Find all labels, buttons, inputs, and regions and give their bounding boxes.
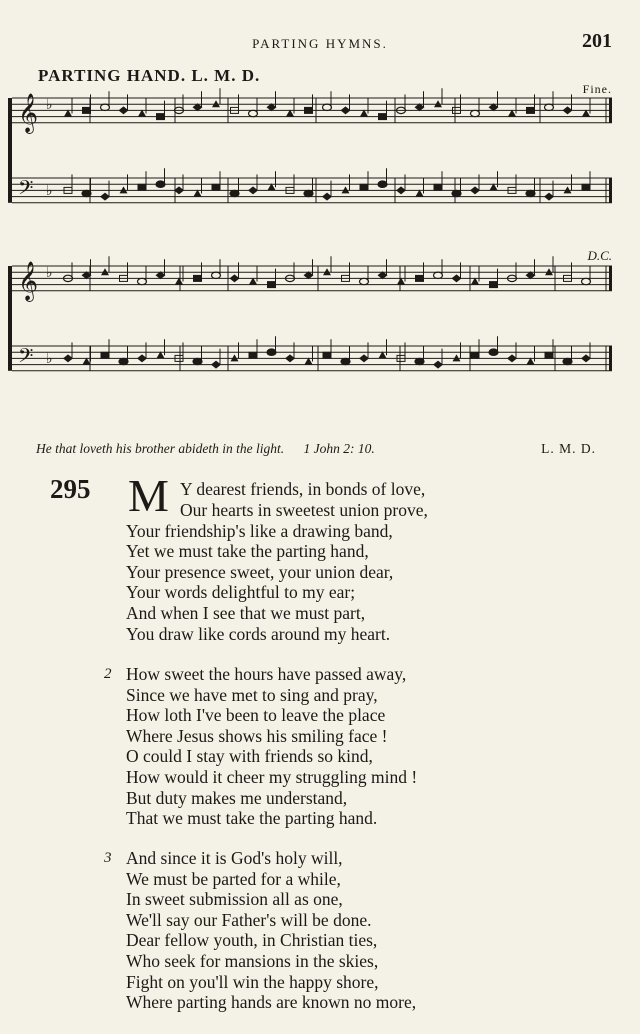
scripture-text: He that loveth his brother abideth in the light. xyxy=(36,441,285,456)
shape-note-sol xyxy=(119,358,128,364)
treble-clef-icon: 𝄞 xyxy=(18,261,39,301)
shape-note-la xyxy=(194,275,202,281)
shape-note-la xyxy=(545,352,553,358)
hymn-number: 295 xyxy=(50,474,91,504)
shape-note-la xyxy=(582,184,590,190)
verse-line: Your presence sweet, your union dear, xyxy=(126,561,394,582)
shape-note-la xyxy=(212,184,220,190)
shape-note-sol xyxy=(434,272,443,278)
scripture-reference: 1 John 2: 10. xyxy=(303,441,375,456)
verse-line: Where Jesus shows his smiling face ! xyxy=(126,725,388,746)
shape-note-la xyxy=(490,282,498,288)
shape-note-la xyxy=(268,282,276,288)
shape-note-sol xyxy=(415,358,424,364)
shape-note-la xyxy=(360,184,368,190)
page-number: 201 xyxy=(582,30,612,52)
shape-note-sol xyxy=(378,181,387,187)
shape-note-sol xyxy=(156,181,165,187)
shape-note-la xyxy=(323,352,331,358)
verse-line: Your friendship's like a drawing band, xyxy=(126,520,393,541)
verse-line: Your words delightful to my ear; xyxy=(126,582,356,603)
shape-note-sol xyxy=(582,278,591,284)
bass-clef-icon: 𝄢 xyxy=(18,344,34,372)
shape-note-sol xyxy=(323,104,332,110)
shape-note-sol xyxy=(471,110,480,116)
flat-icon: ♭ xyxy=(46,265,53,281)
flat-icon: ♭ xyxy=(46,351,53,367)
verse-line: Since we have met to sing and pray, xyxy=(126,684,378,705)
verse-line: Who seek for mansions in the skies, xyxy=(126,951,379,971)
verse-line: How loth I've been to leave the place xyxy=(126,705,386,726)
shape-note-sol xyxy=(545,104,554,110)
shape-note-sol xyxy=(193,358,202,364)
shape-note-sol xyxy=(304,190,313,196)
shape-note-la xyxy=(471,352,479,358)
tune-title: PARTING HAND. L. M. D. xyxy=(38,66,261,85)
fine-marking: Fine. xyxy=(582,82,612,96)
shape-note-la xyxy=(379,114,387,120)
dc-marking: D.C. xyxy=(587,248,612,263)
meter-label: L. M. D. xyxy=(541,441,596,456)
system-bracket xyxy=(8,266,12,371)
final-barline xyxy=(609,346,612,371)
verse-line: That we must take the parting hand. xyxy=(126,808,378,829)
music-score xyxy=(0,0,640,430)
shape-note-sol xyxy=(341,358,350,364)
shape-note-la xyxy=(305,107,313,113)
verse-line: And since it is God's holy will, xyxy=(126,848,343,868)
scripture-line xyxy=(36,441,596,457)
verse-line: In sweet submission all as one, xyxy=(126,889,343,910)
shape-note-sol xyxy=(212,272,221,278)
shape-note-sol xyxy=(230,190,239,196)
stanza-number: 2 xyxy=(104,666,112,682)
first-line: Y dearest friends, in bonds of love, xyxy=(180,479,426,499)
shape-note-la xyxy=(101,352,109,358)
shape-note-sol xyxy=(138,278,147,284)
shape-note-sol xyxy=(489,349,498,355)
shape-note-la xyxy=(416,275,424,281)
shape-note-sol xyxy=(526,190,535,196)
shape-note-sol xyxy=(452,190,461,196)
flat-icon: ♭ xyxy=(46,183,53,199)
final-barline xyxy=(609,178,612,203)
drop-cap: M xyxy=(128,470,169,521)
verse-line: You draw like cords around my heart. xyxy=(126,623,391,644)
shape-note-la xyxy=(157,114,165,120)
shape-note-la xyxy=(434,184,442,190)
verse-line: Dear fellow youth, in Christian ties, xyxy=(126,930,378,951)
shape-note-sol xyxy=(360,278,369,284)
shape-note-la xyxy=(527,107,535,113)
shape-note-la xyxy=(138,184,146,190)
verse-line: We'll say our Father's will be done. xyxy=(126,909,372,930)
verse-line: Where parting hands are known no more, xyxy=(126,992,417,1013)
verse-line: And when I see that we must part, xyxy=(126,603,366,623)
shape-note-sol xyxy=(249,110,258,116)
running-head: PARTING HYMNS. xyxy=(252,36,388,51)
shape-note-la xyxy=(83,107,91,113)
verse-line: We must be parted for a while, xyxy=(126,868,341,889)
verse-line: How would it cheer my struggling mind ! xyxy=(126,767,418,787)
flat-icon: ♭ xyxy=(46,97,53,113)
shape-note-sol xyxy=(563,358,572,364)
shape-note-la xyxy=(249,352,257,358)
treble-clef-icon: 𝄞 xyxy=(18,93,39,133)
system-bracket xyxy=(8,98,12,203)
shape-note-sol xyxy=(82,190,91,196)
stanza-number: 3 xyxy=(104,850,112,866)
verse-line: How sweet the hours have passed away, xyxy=(126,664,407,684)
verse-line: Our hearts in sweetest union prove, xyxy=(180,500,428,520)
verse-line: Fight on you'll win the happy shore, xyxy=(126,971,379,992)
shape-note-sol xyxy=(101,104,110,110)
shape-note-sol xyxy=(267,349,276,355)
verse-line: Yet we must take the parting hand, xyxy=(126,541,369,562)
final-barline xyxy=(609,98,612,123)
final-barline xyxy=(609,266,612,291)
verse-line: But duty makes me understand, xyxy=(126,787,348,808)
verse-line: O could I stay with friends so kind, xyxy=(126,746,373,767)
bass-clef-icon: 𝄢 xyxy=(18,176,34,204)
